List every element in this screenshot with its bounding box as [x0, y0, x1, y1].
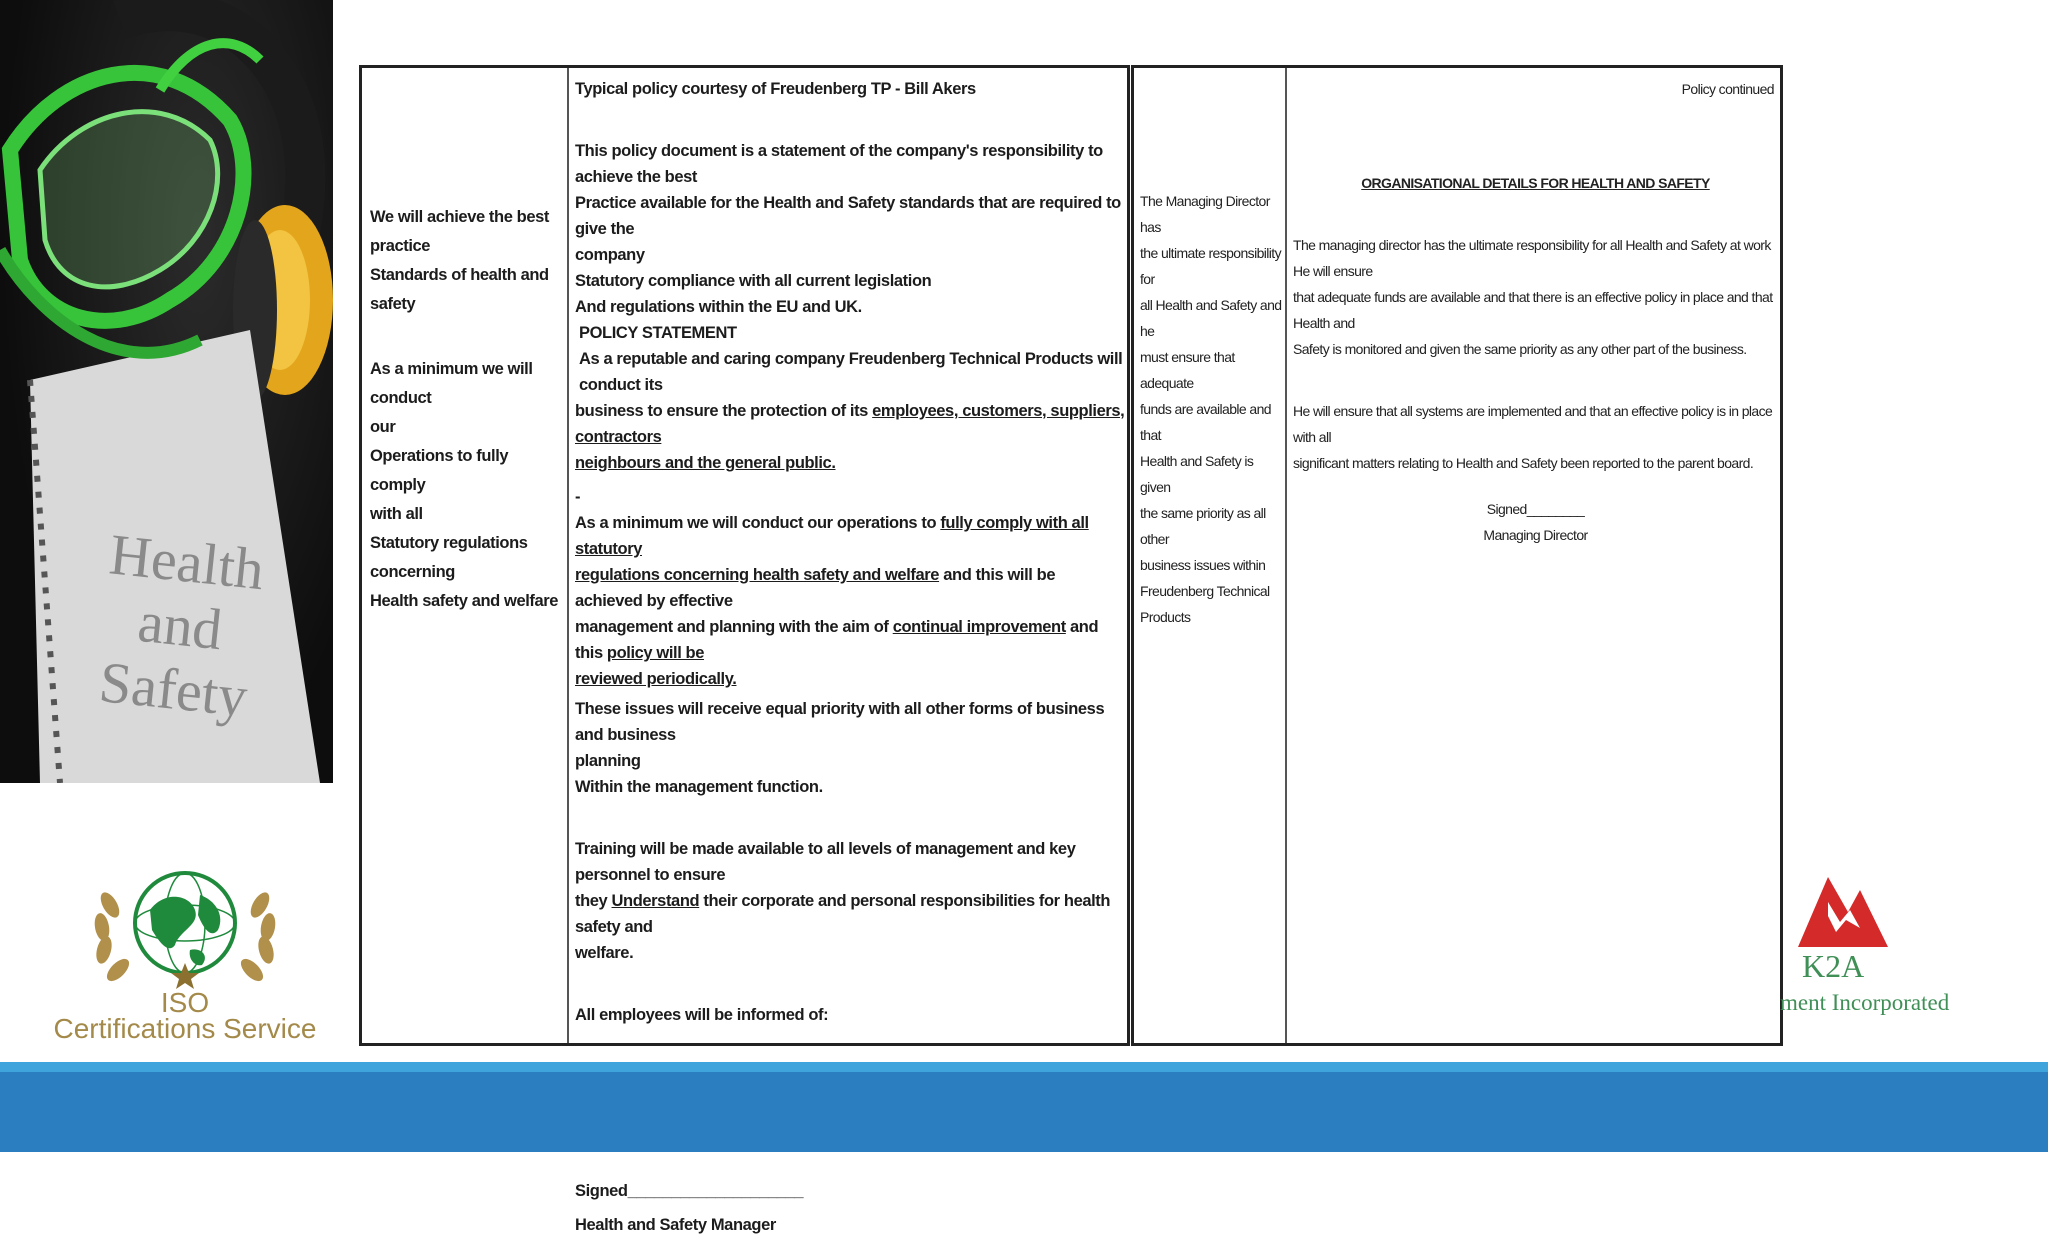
signer-title: Managing Director: [1483, 527, 1588, 543]
mountain-icon: [1788, 872, 1908, 952]
body-text: their corporate and personal responsibilities for health safety and: [575, 892, 1111, 936]
body-line: He will ensure that all systems are implemented and that an effective policy is in place with all: [1293, 403, 1773, 445]
caption-line: Safety: [96, 649, 251, 730]
sidebar-note: business issues within: [1140, 557, 1266, 573]
sidebar-notes: [370, 203, 565, 616]
body-line: that adequate funds are available and that there is an effective policy in place and that Health and: [1293, 289, 1773, 331]
sidebar-note: concerning: [370, 563, 455, 581]
signer-title: Health and Safety Manager: [575, 1216, 776, 1234]
body-line: [575, 398, 1125, 450]
body-line: company: [575, 246, 645, 264]
k2a-subtitle: ment Incorporated: [1780, 990, 1950, 1015]
body-text: management and planning with the aim of: [575, 618, 893, 636]
body-line: [575, 614, 1125, 666]
signature-block: [1293, 496, 1778, 548]
body-text: they: [575, 892, 612, 910]
body-line: This policy document is a statement of the company's responsibility to achieve the best: [575, 142, 1103, 186]
body-line: All employees will be informed of:: [575, 1006, 829, 1024]
org-details-title: ORGANISATIONAL DETAILS FOR HEALTH AND SAFETY: [1361, 175, 1710, 191]
body-text: As a minimum we will conduct our operations to: [575, 514, 941, 532]
body-line: welfare.: [575, 944, 634, 962]
body-text: and this: [575, 618, 1099, 662]
body-line: [575, 510, 1125, 562]
body-line: Training will be made available to all levels of management and key personnel to ensure: [575, 840, 1076, 884]
dash-separator: -: [575, 488, 581, 506]
body-line: The managing director has the ultimate responsibility for all Health and Safety at work He will ensure: [1293, 237, 1771, 279]
body-line: [575, 888, 1125, 940]
body-line: Statutory compliance with all current legislation: [575, 272, 932, 290]
sidebar-note: funds are available and that: [1140, 401, 1271, 443]
body-line: planning: [575, 752, 641, 770]
sidebar-note: Operations to fully comply: [370, 447, 509, 494]
caption-line: Health and: [106, 521, 268, 663]
body-line: And regulations within the EU and UK.: [575, 298, 862, 316]
footer-bar: [0, 1072, 2048, 1152]
policy-continued-page: [1131, 65, 1783, 1046]
sidebar-note: Freudenberg Technical: [1140, 583, 1270, 599]
underlined-text: reviewed periodically.: [575, 670, 737, 688]
body-line: As a reputable and caring company Freudenberg Technical Products will conduct its: [579, 350, 1123, 394]
photo-caption: [80, 521, 279, 731]
underlined-text: regulations concerning health safety and welfare: [575, 566, 940, 584]
k2a-logo: [1780, 872, 2048, 1032]
underlined-text: fully comply with all statutory: [575, 514, 1089, 558]
iso-logo-line: Certifications Service: [53, 1013, 317, 1044]
sidebar-note: We will achieve the best: [370, 208, 549, 226]
sidebar-note: with all: [370, 505, 423, 523]
body-line: Safety is monitored and given the same priority as any other part of the business.: [1293, 341, 1747, 357]
sidebar-note: As a minimum we will conduct: [370, 360, 533, 407]
sidebar-note: our: [370, 418, 396, 436]
org-details-body: [1293, 232, 1778, 476]
underlined-text: neighbours and the general public.: [575, 454, 836, 472]
underlined-text: employees, customers, suppliers, contractors: [575, 402, 1125, 446]
sidebar-notes: [1140, 188, 1282, 630]
k2a-name: K2A: [1802, 948, 1865, 984]
body-line: Practice available for the Health and Safety standards that are required to give the: [575, 194, 1121, 238]
body-line: These issues will receive equal priority with all other forms of business and business: [575, 700, 1105, 744]
sidebar-note: the ultimate responsibility for: [1140, 245, 1281, 287]
document-heading: Typical policy courtesy of Freudenberg TP - Bill Akers: [575, 80, 976, 98]
iso-logo-text: [40, 987, 330, 1044]
iso-logo-line: ISO: [160, 987, 210, 1018]
footer-accent-line: [0, 1062, 2048, 1072]
column-divider: [1285, 68, 1287, 1043]
health-and-safety-photo: [0, 0, 333, 783]
sidebar-note: must ensure that adequate: [1140, 349, 1235, 391]
sidebar-note: all Health and Safety and he: [1140, 297, 1282, 339]
body-text: business to ensure the protection of its: [575, 402, 873, 420]
sidebar-note: Statutory regulations: [370, 534, 528, 552]
sidebar-note: The Managing Director has: [1140, 193, 1270, 235]
globe-laurel-star-icon: [40, 855, 330, 990]
signature-line: Signed____________________: [575, 1182, 804, 1200]
body-text: and this will be achieved by effective: [575, 566, 1056, 610]
body-line: significant matters relating to Health and Safety been reported to the parent board.: [1293, 455, 1754, 471]
sidebar-note: Health safety and welfare: [370, 592, 559, 610]
sidebar-note: Standards of health and safety: [370, 266, 549, 313]
column-divider: [567, 68, 569, 1043]
iso-certifications-logo: [40, 855, 330, 1045]
sidebar-note: Products: [1140, 609, 1191, 625]
policy-document-page: [359, 65, 1130, 1234]
body-line: Within the management function.: [575, 778, 823, 796]
underlined-text: continual improvement: [892, 618, 1066, 636]
sidebar-note: practice: [370, 237, 431, 255]
underlined-text: policy will be: [606, 644, 705, 662]
org-details-title-wrap: [1293, 170, 1778, 196]
policy-continued-label: Policy continued: [1681, 81, 1774, 97]
signature-line: Signed________: [1486, 501, 1585, 517]
sidebar-note: Health and Safety is given: [1140, 453, 1254, 495]
underlined-text: Understand: [611, 892, 700, 910]
body-line: [575, 562, 1125, 614]
sidebar-note: the same priority as all other: [1140, 505, 1266, 547]
policy-statement-heading: POLICY STATEMENT: [579, 324, 737, 342]
